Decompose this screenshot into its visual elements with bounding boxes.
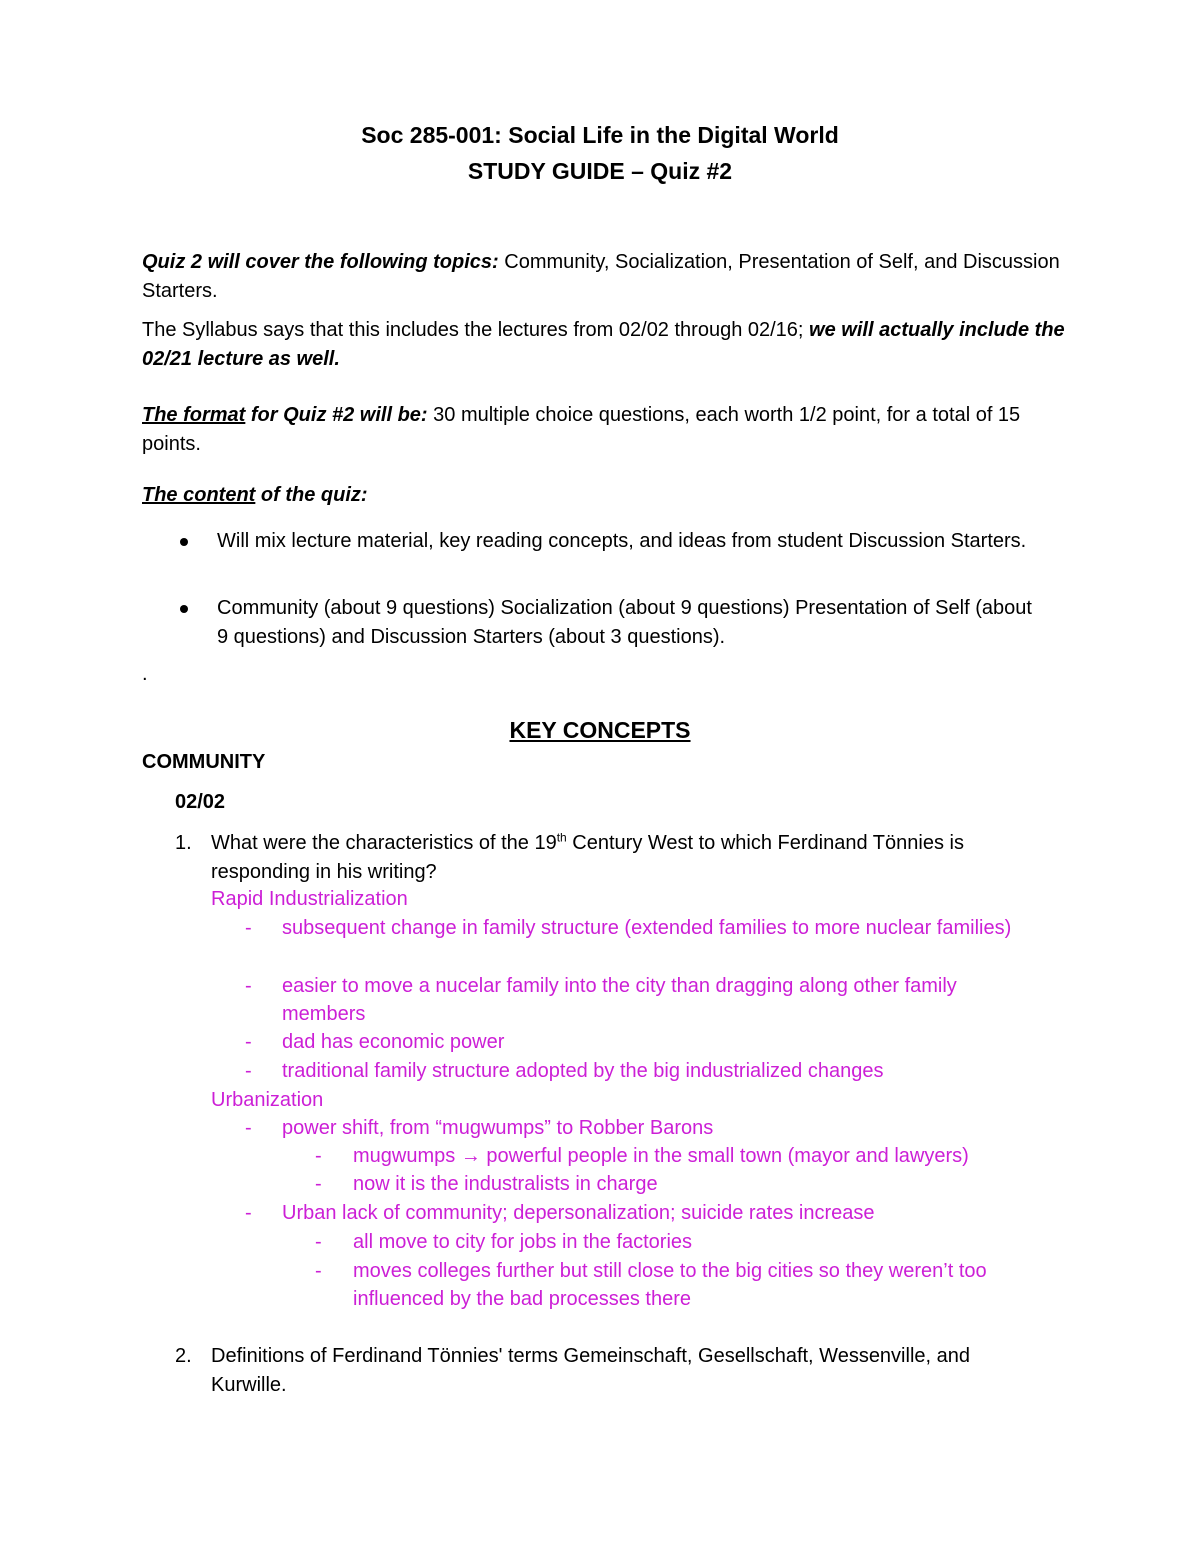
- dash-bullet: -: [315, 1260, 322, 1282]
- date-heading: 02/02: [175, 791, 226, 813]
- topics-paragraph: [142, 248, 1082, 306]
- stray-dot: .: [142, 663, 148, 685]
- note-item: power shift, from “mugwumps” to Robber Barons: [282, 1117, 714, 1139]
- document-subtitle: STUDY GUIDE – Quiz #2: [467, 158, 733, 184]
- content-underlined: The content: [142, 484, 256, 506]
- format-label: for Quiz #2 will be:: [245, 404, 428, 426]
- list-item: [142, 527, 1082, 587]
- dash-bullet: -: [245, 1117, 252, 1139]
- question-number: 2.: [175, 1345, 192, 1367]
- dash-bullet: -: [245, 1031, 252, 1053]
- note-item: Urban lack of community; depersonalization; suicide rates increase: [282, 1202, 875, 1224]
- document-title: Soc 285-001: Social Life in the Digital World: [361, 122, 839, 148]
- list-item: [142, 594, 1082, 654]
- key-concepts-heading: KEY CONCEPTS: [509, 717, 691, 743]
- syllabus-text: The Syllabus says that this includes the lectures from 02/02 through 02/16;: [142, 319, 810, 341]
- dash-bullet: -: [245, 975, 252, 997]
- bullet-text: Will mix lecture material, key reading concepts, and ideas from student Discussion Starters.: [217, 530, 1027, 552]
- dash-bullet: -: [245, 1060, 252, 1082]
- note-item: easier to move a nucelar family into the city than dragging along other family members: [282, 975, 957, 1025]
- question-number: 1.: [175, 832, 192, 854]
- note-subitem: moves colleges further but still close to the big cities so they weren’t too influenced by the bad processes there: [353, 1260, 987, 1310]
- note-item: traditional family structure adopted by the big industrialized changes: [282, 1060, 884, 1082]
- note-rapid-industrialization: Rapid Industrialization: [211, 888, 408, 910]
- dash-bullet: -: [315, 1145, 322, 1167]
- question-1-text: [211, 829, 1041, 887]
- format-underlined: The format: [142, 404, 246, 426]
- note-subitem: now it is the industralists in charge: [353, 1173, 658, 1195]
- format-paragraph: [142, 401, 1082, 459]
- bullet-icon: [180, 538, 188, 546]
- dash-bullet: -: [245, 917, 252, 939]
- dash-bullet: -: [315, 1173, 322, 1195]
- format-text: 30 multiple choice questions, each worth 1/2 point, for a total of 15 points.: [142, 404, 1021, 455]
- note-subitem: all move to city for jobs in the factories: [353, 1231, 693, 1253]
- bullet-icon: [180, 605, 188, 613]
- note-urbanization: Urbanization: [211, 1089, 324, 1111]
- topics-label: Quiz 2 will cover the following topics:: [142, 251, 499, 273]
- syllabus-paragraph: [142, 316, 1082, 374]
- question-1-text-after: Century West to which Ferdinand Tönnies is responding in his writing?: [211, 832, 964, 883]
- dash-bullet: -: [245, 1202, 252, 1224]
- syllabus-emphasis: we will actually include the 02/21 lecture as well.: [142, 319, 1065, 370]
- question-2-text: Definitions of Ferdinand Tönnies' terms Gemeinschaft, Gesellschaft, Wessenville, and Kurwille.: [211, 1345, 970, 1396]
- dash-bullet: -: [315, 1231, 322, 1253]
- note-item: subsequent change in family structure (extended families to more nuclear families): [282, 917, 1012, 939]
- question-1-text-before: What were the characteristics of the 19: [211, 832, 557, 854]
- superscript-th: th: [556, 830, 567, 845]
- content-label: of the quiz:: [255, 484, 368, 506]
- topics-text: Community, Socialization, Presentation of Self, and Discussion Starters.: [142, 251, 1060, 302]
- bullet-text: Community (about 9 questions) Socialization (about 9 questions) Presentation of Self (about 9 questions) and Discussion Starters (about 3 questions).: [217, 597, 1032, 648]
- note-item: dad has economic power: [282, 1031, 505, 1053]
- community-heading: COMMUNITY: [142, 751, 266, 773]
- content-heading: [142, 481, 1082, 510]
- note-subitem: mugwumps → powerful people in the small town (mayor and lawyers): [353, 1145, 969, 1167]
